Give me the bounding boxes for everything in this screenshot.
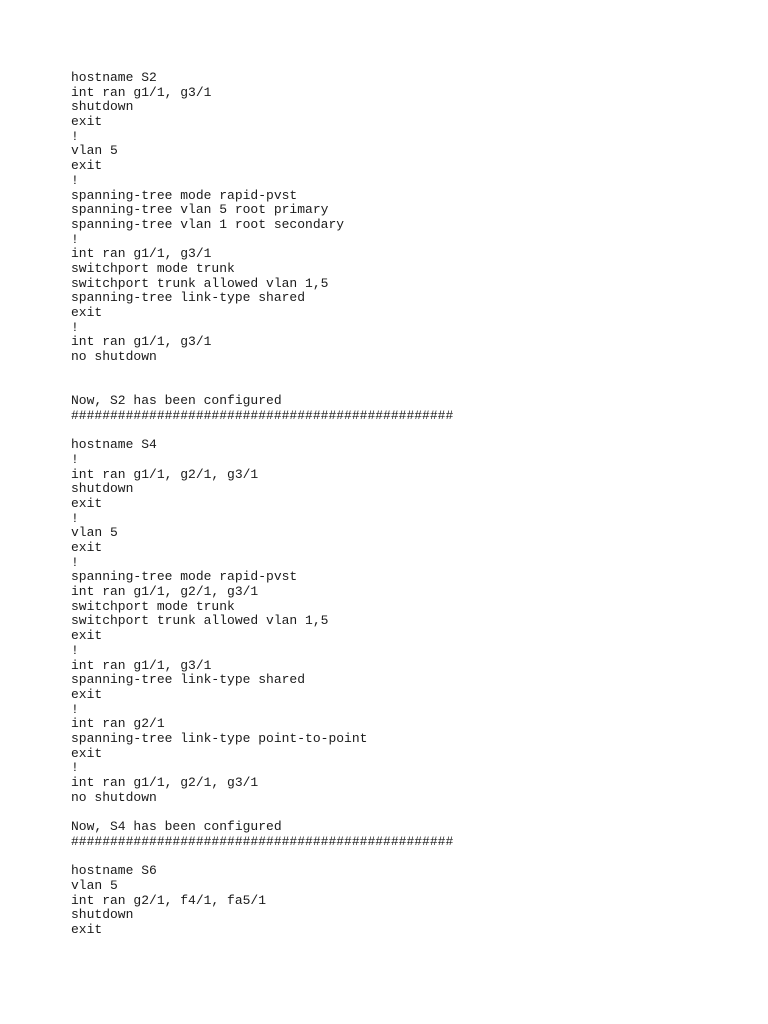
document-line: ! [71,701,79,717]
document-line: exit [71,158,103,174]
document-line: Now, S2 has been configured [71,393,282,409]
document-line: shutdown [71,99,134,115]
document-line: int ran g1/1, g3/1 [71,657,212,673]
document-line: exit [71,540,103,555]
document-line: int ran g1/1, g2/1, g3/1 [71,584,259,600]
document-line [71,805,731,820]
document-line: hostname S4 [71,437,157,453]
document-line: no shutdown [71,349,157,365]
document-line: int ran g2/1, f4/1, fa5/1 [71,892,267,908]
document-line: int ran g1/1, g3/1 [71,334,212,350]
document-line: exit [71,921,103,937]
document-line: ! [71,554,79,570]
document-line: ! [71,128,79,144]
document-line: spanning-tree vlan 5 root primary [71,202,329,218]
document-line: exit [71,305,103,320]
document-line: spanning-tree mode rapid-pvst [71,187,298,203]
document-line: exit [71,628,103,644]
document-line: ################################################# [71,833,454,849]
document-line: int ran g2/1 [71,716,165,732]
config-document [71,71,731,938]
document-line: ! [71,231,79,247]
document-line: ! [71,760,79,776]
document-line: vlan 5 [71,877,118,893]
document-line: ! [71,172,79,188]
document-line: spanning-tree vlan 1 root secondary [71,216,345,232]
document-line: ! [71,510,79,526]
document-line: int ran g1/1, g3/1 [71,84,212,100]
document-line: switchport trunk allowed vlan 1,5 [71,275,329,291]
document-line: spanning-tree link-type shared [71,672,306,688]
document-line: exit [71,745,103,761]
document-line: exit [71,686,103,702]
document-line: switchport mode trunk [71,598,235,614]
document-line: exit [71,114,103,130]
document-line: shutdown [71,907,134,923]
document-line: vlan 5 [71,143,118,159]
document-line: int ran g1/1, g2/1, g3/1 [71,775,259,790]
document-line [71,379,731,394]
document-line: ################################################# [71,407,454,423]
document-line: spanning-tree link-type point-to-point [71,730,368,746]
document-line: exit [71,495,103,511]
document-line [71,424,731,439]
document-line: ! [71,642,79,658]
document-line [71,849,731,864]
document-line: spanning-tree link-type shared [71,290,306,306]
document-line [71,365,731,380]
document-line: spanning-tree mode rapid-pvst [71,569,298,585]
document-line: no shutdown [71,789,157,805]
document-line: switchport mode trunk [71,260,235,276]
document-line: hostname S6 [71,863,157,879]
document-line: hostname S2 [71,70,157,85]
document-line: vlan 5 [71,525,118,541]
document-line: int ran g1/1, g2/1, g3/1 [71,466,259,482]
document-line: Now, S4 has been configured [71,819,282,835]
document-line: shutdown [71,481,134,497]
document-line: ! [71,319,79,335]
document-line: switchport trunk allowed vlan 1,5 [71,613,329,629]
document-line: int ran g1/1, g3/1 [71,246,212,262]
document-line: ! [71,451,79,467]
